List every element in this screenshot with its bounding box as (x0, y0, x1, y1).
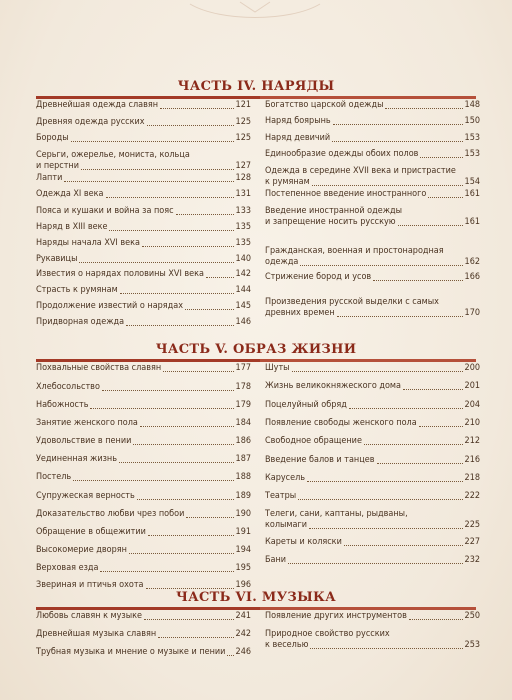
dot-leader (307, 481, 463, 482)
toc-entry[interactable] (265, 436, 480, 447)
toc-entry-title: одежда (265, 257, 299, 267)
dot-leader (420, 157, 462, 158)
dot-leader (206, 277, 234, 278)
toc-page-number: 131 (235, 189, 251, 199)
toc-page-number: 218 (464, 473, 480, 483)
dot-leader (398, 225, 463, 226)
toc-entry-title: Уединенная жизнь (36, 454, 117, 464)
toc-entry[interactable] (36, 545, 251, 556)
dot-leader (344, 545, 463, 546)
toc-entry-title: к румянам (265, 177, 310, 187)
toc-entry-title: Наряд в XIII веке (36, 222, 108, 232)
toc-entry[interactable] (36, 269, 251, 280)
dot-leader (90, 408, 233, 409)
toc-entry-title: Наряды начала XVI века (36, 238, 140, 248)
toc-page-number: 135 (235, 222, 251, 232)
toc-page-number: 144 (235, 285, 251, 295)
toc-entry-title: Богатство царской одежды (265, 100, 384, 110)
dot-leader (333, 124, 463, 125)
toc-entry[interactable] (36, 611, 251, 622)
toc-entry[interactable] (265, 455, 480, 466)
toc-entry-title: Любовь славян к музыке (36, 611, 143, 621)
dot-leader (377, 463, 463, 464)
toc-entry-title: Шуты (265, 363, 290, 373)
toc-entry[interactable] (265, 166, 480, 188)
toc-entry[interactable] (265, 381, 480, 392)
dot-leader (300, 265, 462, 266)
toc-page-number: 201 (464, 381, 480, 391)
toc-page-number: 135 (235, 238, 251, 248)
toc-entry-title: Карусель (265, 473, 306, 483)
toc-page-number: 133 (235, 206, 251, 216)
toc-entry-title: Поцелуйный обряд (265, 400, 347, 410)
toc-page-number: 128 (235, 173, 251, 183)
dot-leader (332, 141, 462, 142)
dot-leader (129, 553, 234, 554)
toc-entry[interactable] (36, 563, 251, 574)
toc-entry-title: Постепенное введение иностранного (265, 189, 427, 199)
toc-page-number: 194 (235, 545, 251, 555)
ornament-icon (180, 0, 330, 28)
dot-leader (126, 325, 234, 326)
toc-entry[interactable] (265, 133, 480, 144)
dot-leader (146, 588, 234, 589)
section-divider-left (36, 359, 260, 362)
dot-leader (102, 390, 234, 391)
toc-page-number: 154 (464, 177, 480, 187)
dot-leader (137, 499, 234, 500)
toc-entry[interactable] (36, 133, 251, 144)
toc-entry[interactable] (36, 301, 251, 312)
toc-entry-title: Введение балов и танцев (265, 455, 375, 465)
dot-leader (185, 309, 234, 310)
dot-leader (119, 462, 234, 463)
dot-leader (419, 426, 463, 427)
toc-entry-title: Театры (265, 491, 297, 501)
toc-page-number: 186 (235, 436, 251, 446)
toc-entry-title: Бороды (36, 133, 69, 143)
toc-entry-title: Появление других инструментов (265, 611, 407, 621)
toc-page-number: 161 (464, 217, 480, 227)
toc-entry[interactable] (265, 629, 480, 651)
toc-entry[interactable] (265, 418, 480, 429)
toc-entry-title: Телеги, сани, каптаны, рыдваны, (265, 509, 408, 519)
dot-leader (337, 316, 463, 317)
toc-entry[interactable] (36, 206, 251, 217)
toc-entry[interactable] (36, 400, 251, 411)
dot-leader (292, 371, 463, 372)
dot-leader (148, 535, 234, 536)
toc-entry[interactable] (265, 555, 480, 566)
toc-page-number: 142 (235, 269, 251, 279)
toc-entry[interactable] (265, 297, 480, 319)
toc-entry[interactable] (36, 491, 251, 502)
toc-entry-title: Кареты и коляски (265, 537, 342, 547)
dot-leader (147, 125, 234, 126)
dot-leader (409, 619, 463, 620)
toc-entry[interactable] (265, 149, 480, 160)
toc-page-number: 177 (235, 363, 251, 373)
toc-page-number: 178 (235, 382, 251, 392)
toc-entry-title: Природное свойство русских (265, 629, 390, 639)
toc-entry[interactable] (265, 100, 480, 111)
toc-page-number: 212 (464, 436, 480, 446)
dot-leader (120, 293, 234, 294)
toc-entry-title: Занятие женского пола (36, 418, 138, 428)
dot-leader (64, 181, 233, 182)
toc-entry-title: Жизнь великокняжеского дома (265, 381, 401, 391)
toc-entry[interactable] (265, 473, 480, 484)
toc-entry-title: древних времен (265, 308, 335, 318)
toc-entry[interactable] (265, 537, 480, 548)
section-divider-left (36, 607, 260, 610)
toc-page-number: 162 (464, 257, 480, 267)
toc-entry[interactable] (36, 382, 251, 393)
toc-entry[interactable] (36, 150, 251, 172)
toc-page-number: 166 (464, 272, 480, 282)
toc-page-number: 241 (235, 611, 251, 621)
toc-page-number: 253 (464, 640, 480, 650)
toc-entry-title: Одежда в середине XVII века и пристрастие (265, 166, 456, 176)
dot-leader (71, 141, 234, 142)
toc-entry-title: Рукавицы (36, 254, 78, 264)
toc-entry-title: Звериная и птичья охота (36, 580, 144, 590)
toc-entry-title: Известия о нарядах половины XVI века (36, 269, 205, 279)
toc-page-number: 145 (235, 301, 251, 311)
toc-page-number: 148 (464, 100, 480, 110)
dot-leader (364, 444, 463, 445)
toc-page-number: 153 (464, 149, 480, 159)
toc-entry-title: Хлебосольство (36, 382, 100, 392)
toc-entry-title: Произведения русской выделки с самых (265, 297, 439, 307)
toc-entry-title: и перстни (36, 161, 79, 171)
toc-page-number: 189 (235, 491, 251, 501)
toc-entry[interactable] (36, 472, 251, 483)
toc-entry[interactable] (36, 629, 251, 640)
toc-entry[interactable] (36, 222, 251, 233)
toc-entry-title: Высокомерие дворян (36, 545, 127, 555)
toc-entry[interactable] (36, 254, 251, 265)
toc-entry-title: Трубная музыка и мнение о музыке и пении (36, 647, 226, 657)
toc-entry-title: Бани (265, 555, 287, 565)
toc-page-number: 188 (235, 472, 251, 482)
toc-entry[interactable] (36, 454, 251, 465)
section-title-part-4: ЧАСТЬ IV. НАРЯДЫ (177, 79, 335, 94)
dot-leader (163, 371, 233, 372)
dot-leader (312, 185, 463, 186)
dot-leader (309, 528, 463, 529)
toc-entry-title: Обращение в общежитии (36, 527, 146, 537)
section-divider-right (260, 607, 476, 610)
dot-leader (144, 619, 234, 620)
toc-entry[interactable] (265, 491, 480, 502)
toc-entry[interactable] (265, 363, 480, 374)
toc-entry-title: Древнейшая музыка славян (36, 629, 157, 639)
toc-page-number: 191 (235, 527, 251, 537)
toc-entry[interactable] (265, 189, 480, 200)
toc-entry[interactable] (36, 100, 251, 111)
toc-page-number: 179 (235, 400, 251, 410)
dot-leader (373, 280, 462, 281)
dot-leader (403, 389, 463, 390)
dot-leader (79, 262, 233, 263)
dot-leader (298, 499, 462, 500)
dot-leader (349, 408, 463, 409)
toc-entry-title: Наряд девичий (265, 133, 331, 143)
toc-entry[interactable] (36, 509, 251, 520)
section-divider-right (260, 359, 476, 362)
toc-page-number: 227 (464, 537, 480, 547)
toc-page-number: 150 (464, 116, 480, 126)
toc-page-number: 140 (235, 254, 251, 264)
toc-entry[interactable] (36, 285, 251, 296)
dot-leader (73, 480, 233, 481)
dot-leader (288, 563, 462, 564)
dot-leader (310, 648, 462, 649)
toc-page-number: 250 (464, 611, 480, 621)
toc-page-number: 200 (464, 363, 480, 373)
toc-page-number: 232 (464, 555, 480, 565)
toc-entry-title: Набожность (36, 400, 89, 410)
toc-entry[interactable] (36, 317, 251, 328)
toc-entry-title: Гражданская, военная и простонародная (265, 246, 444, 256)
toc-entry-title: Придворная одежда (36, 317, 125, 327)
dot-leader (227, 655, 233, 656)
toc-entry-title: и запрещение носить русскую (265, 217, 396, 227)
toc-entry-title: Доказательство любви чрез побои (36, 509, 185, 519)
dot-leader (428, 197, 462, 198)
toc-entry-title: Супружеская верность (36, 491, 135, 501)
toc-entry[interactable] (265, 206, 480, 228)
toc-entry[interactable] (265, 400, 480, 411)
toc-page-number: 204 (464, 400, 480, 410)
toc-entry[interactable] (265, 246, 480, 268)
toc-entry[interactable] (36, 117, 251, 128)
toc-entry-title: Древнейшая одежда славян (36, 100, 159, 110)
toc-page-number: 121 (235, 100, 251, 110)
section-divider-left (36, 96, 260, 99)
toc-entry-title: Пояса и кушаки и война за пояс (36, 206, 174, 216)
toc-page-number: 125 (235, 133, 251, 143)
toc-entry-title: Стрижение бород и усов (265, 272, 372, 282)
toc-page-number: 170 (464, 308, 480, 318)
toc-entry-title: Верховая езда (36, 563, 99, 573)
toc-entry[interactable] (265, 611, 480, 622)
toc-entry[interactable] (265, 116, 480, 127)
toc-entry[interactable] (36, 436, 251, 447)
toc-entry[interactable] (36, 647, 251, 658)
toc-entry-title: Древняя одежда русских (36, 117, 145, 127)
toc-entry-title: Постель (36, 472, 72, 482)
toc-entry-title: Продолжение известий о нарядах (36, 301, 184, 311)
dot-leader (176, 214, 234, 215)
toc-page-number: 146 (235, 317, 251, 327)
toc-page-number: 222 (464, 491, 480, 501)
section-title-part-6: ЧАСТЬ VI. МУЗЫКА (175, 590, 337, 605)
toc-page-number: 242 (235, 629, 251, 639)
toc-entry-title: Страсть к румянам (36, 285, 118, 295)
toc-entry-title: Лапти (36, 173, 63, 183)
dot-leader (158, 637, 233, 638)
toc-entry-title: Наряд боярынь (265, 116, 331, 126)
toc-page-number: 210 (464, 418, 480, 428)
toc-entry-title: Появление свободы женского пола (265, 418, 417, 428)
toc-page-number: 125 (235, 117, 251, 127)
section-title-part-5: ЧАСТЬ V. ОБРАЗ ЖИЗНИ (155, 342, 357, 357)
toc-page-number: 196 (235, 580, 251, 590)
toc-entry-title: Серьги, ожерелье, мониста, кольца (36, 150, 190, 160)
toc-entry[interactable] (36, 189, 251, 200)
dot-leader (133, 444, 233, 445)
section-divider-right (260, 96, 476, 99)
dot-leader (81, 169, 234, 170)
toc-page-number: 187 (235, 454, 251, 464)
toc-entry-title: к веселью (265, 640, 309, 650)
toc-page-number: 190 (235, 509, 251, 519)
toc-entry-title: Удовольствие в пении (36, 436, 132, 446)
toc-page-number: 216 (464, 455, 480, 465)
toc-entry-title: Единообразие одежды обоих полов (265, 149, 419, 159)
toc-entry-title: Введение иностранной одежды (265, 206, 402, 216)
toc-entry[interactable] (36, 363, 251, 374)
toc-page-number: 246 (235, 647, 251, 657)
toc-page-number: 161 (464, 189, 480, 199)
toc-page-number: 195 (235, 563, 251, 573)
dot-leader (160, 108, 233, 109)
toc-page-number: 184 (235, 418, 251, 428)
dot-leader (106, 197, 234, 198)
toc-page-number: 225 (464, 520, 480, 530)
dot-leader (100, 571, 233, 572)
dot-leader (385, 108, 462, 109)
toc-entry[interactable] (36, 418, 251, 429)
toc-entry-title: Похвальные свойства славян (36, 363, 162, 373)
dot-leader (109, 230, 233, 231)
dot-leader (140, 426, 234, 427)
toc-entry[interactable] (36, 527, 251, 538)
toc-entry-title: Свободное обращение (265, 436, 362, 446)
toc-entry-title: колымаги (265, 520, 307, 530)
toc-page-number: 153 (464, 133, 480, 143)
toc-entry[interactable] (36, 173, 251, 184)
dot-leader (186, 517, 233, 518)
toc-entry[interactable] (265, 509, 480, 531)
dot-leader (142, 246, 234, 247)
toc-entry[interactable] (36, 238, 251, 249)
toc-entry-title: Одежда XI века (36, 189, 104, 199)
toc-entry[interactable] (265, 272, 480, 283)
toc-page-number: 127 (235, 161, 251, 171)
